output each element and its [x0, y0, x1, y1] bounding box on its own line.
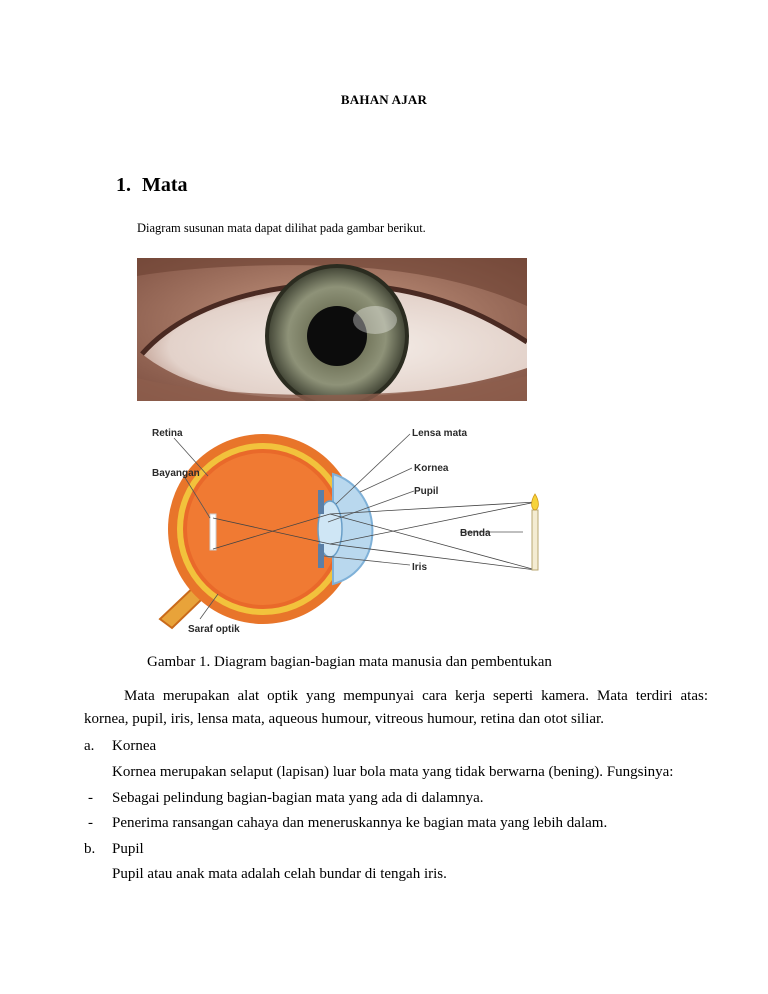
item-title-pupil: Pupil — [112, 841, 144, 857]
label-bayangan: Bayangan — [152, 468, 200, 479]
bullet-marker: - — [88, 815, 93, 831]
bullet-marker: - — [88, 790, 93, 806]
item-title-kornea: Kornea — [112, 738, 157, 754]
bullet-text: Sebagai pelindung bagian-bagian mata yang ada di dalamnya. — [112, 790, 484, 806]
bullet-text: Penerima ransangan cahaya dan meneruskannya ke bagian mata yang lebih dalam. — [112, 815, 608, 831]
list-marker-a: a. — [84, 738, 95, 754]
intro-text: Diagram susunan mata dapat dilihat pada gambar berikut. — [137, 221, 426, 235]
label-saraf-optik: Saraf optik — [188, 624, 240, 635]
eye-photo — [137, 258, 527, 401]
list-marker-b: b. — [84, 841, 96, 857]
eye-anatomy-diagram — [148, 414, 548, 644]
section-number: 1. — [116, 174, 131, 196]
section-heading — [116, 174, 188, 197]
paragraph-line: kornea, pupil, iris, lensa mata, aqueous humour, vitreous humour, retina dan otot siliar. — [84, 711, 604, 727]
label-lensa-mata: Lensa mata — [412, 428, 468, 439]
figure-caption: Gambar 1. Diagram bagian-bagian mata manusia dan pembentukan — [147, 654, 552, 670]
label-pupil: Pupil — [414, 486, 439, 497]
item-desc-pupil: Pupil atau anak mata adalah celah bundar di tengah iris. — [112, 866, 447, 882]
label-iris: Iris — [412, 562, 428, 573]
item-desc-kornea: Kornea merupakan selaput (lapisan) luar bola mata yang tidak berwarna (bening). Fungsinya: — [112, 764, 674, 780]
section-title: Mata — [142, 174, 188, 196]
paragraph-line: Mata merupakan alat optik yang mempunyai cara kerja seperti kamera. Mata terdiri atas: — [124, 688, 708, 704]
label-retina: Retina — [152, 428, 183, 439]
label-benda: Benda — [460, 528, 491, 539]
document-title: BAHAN AJAR — [340, 92, 428, 107]
label-kornea: Kornea — [414, 463, 449, 474]
